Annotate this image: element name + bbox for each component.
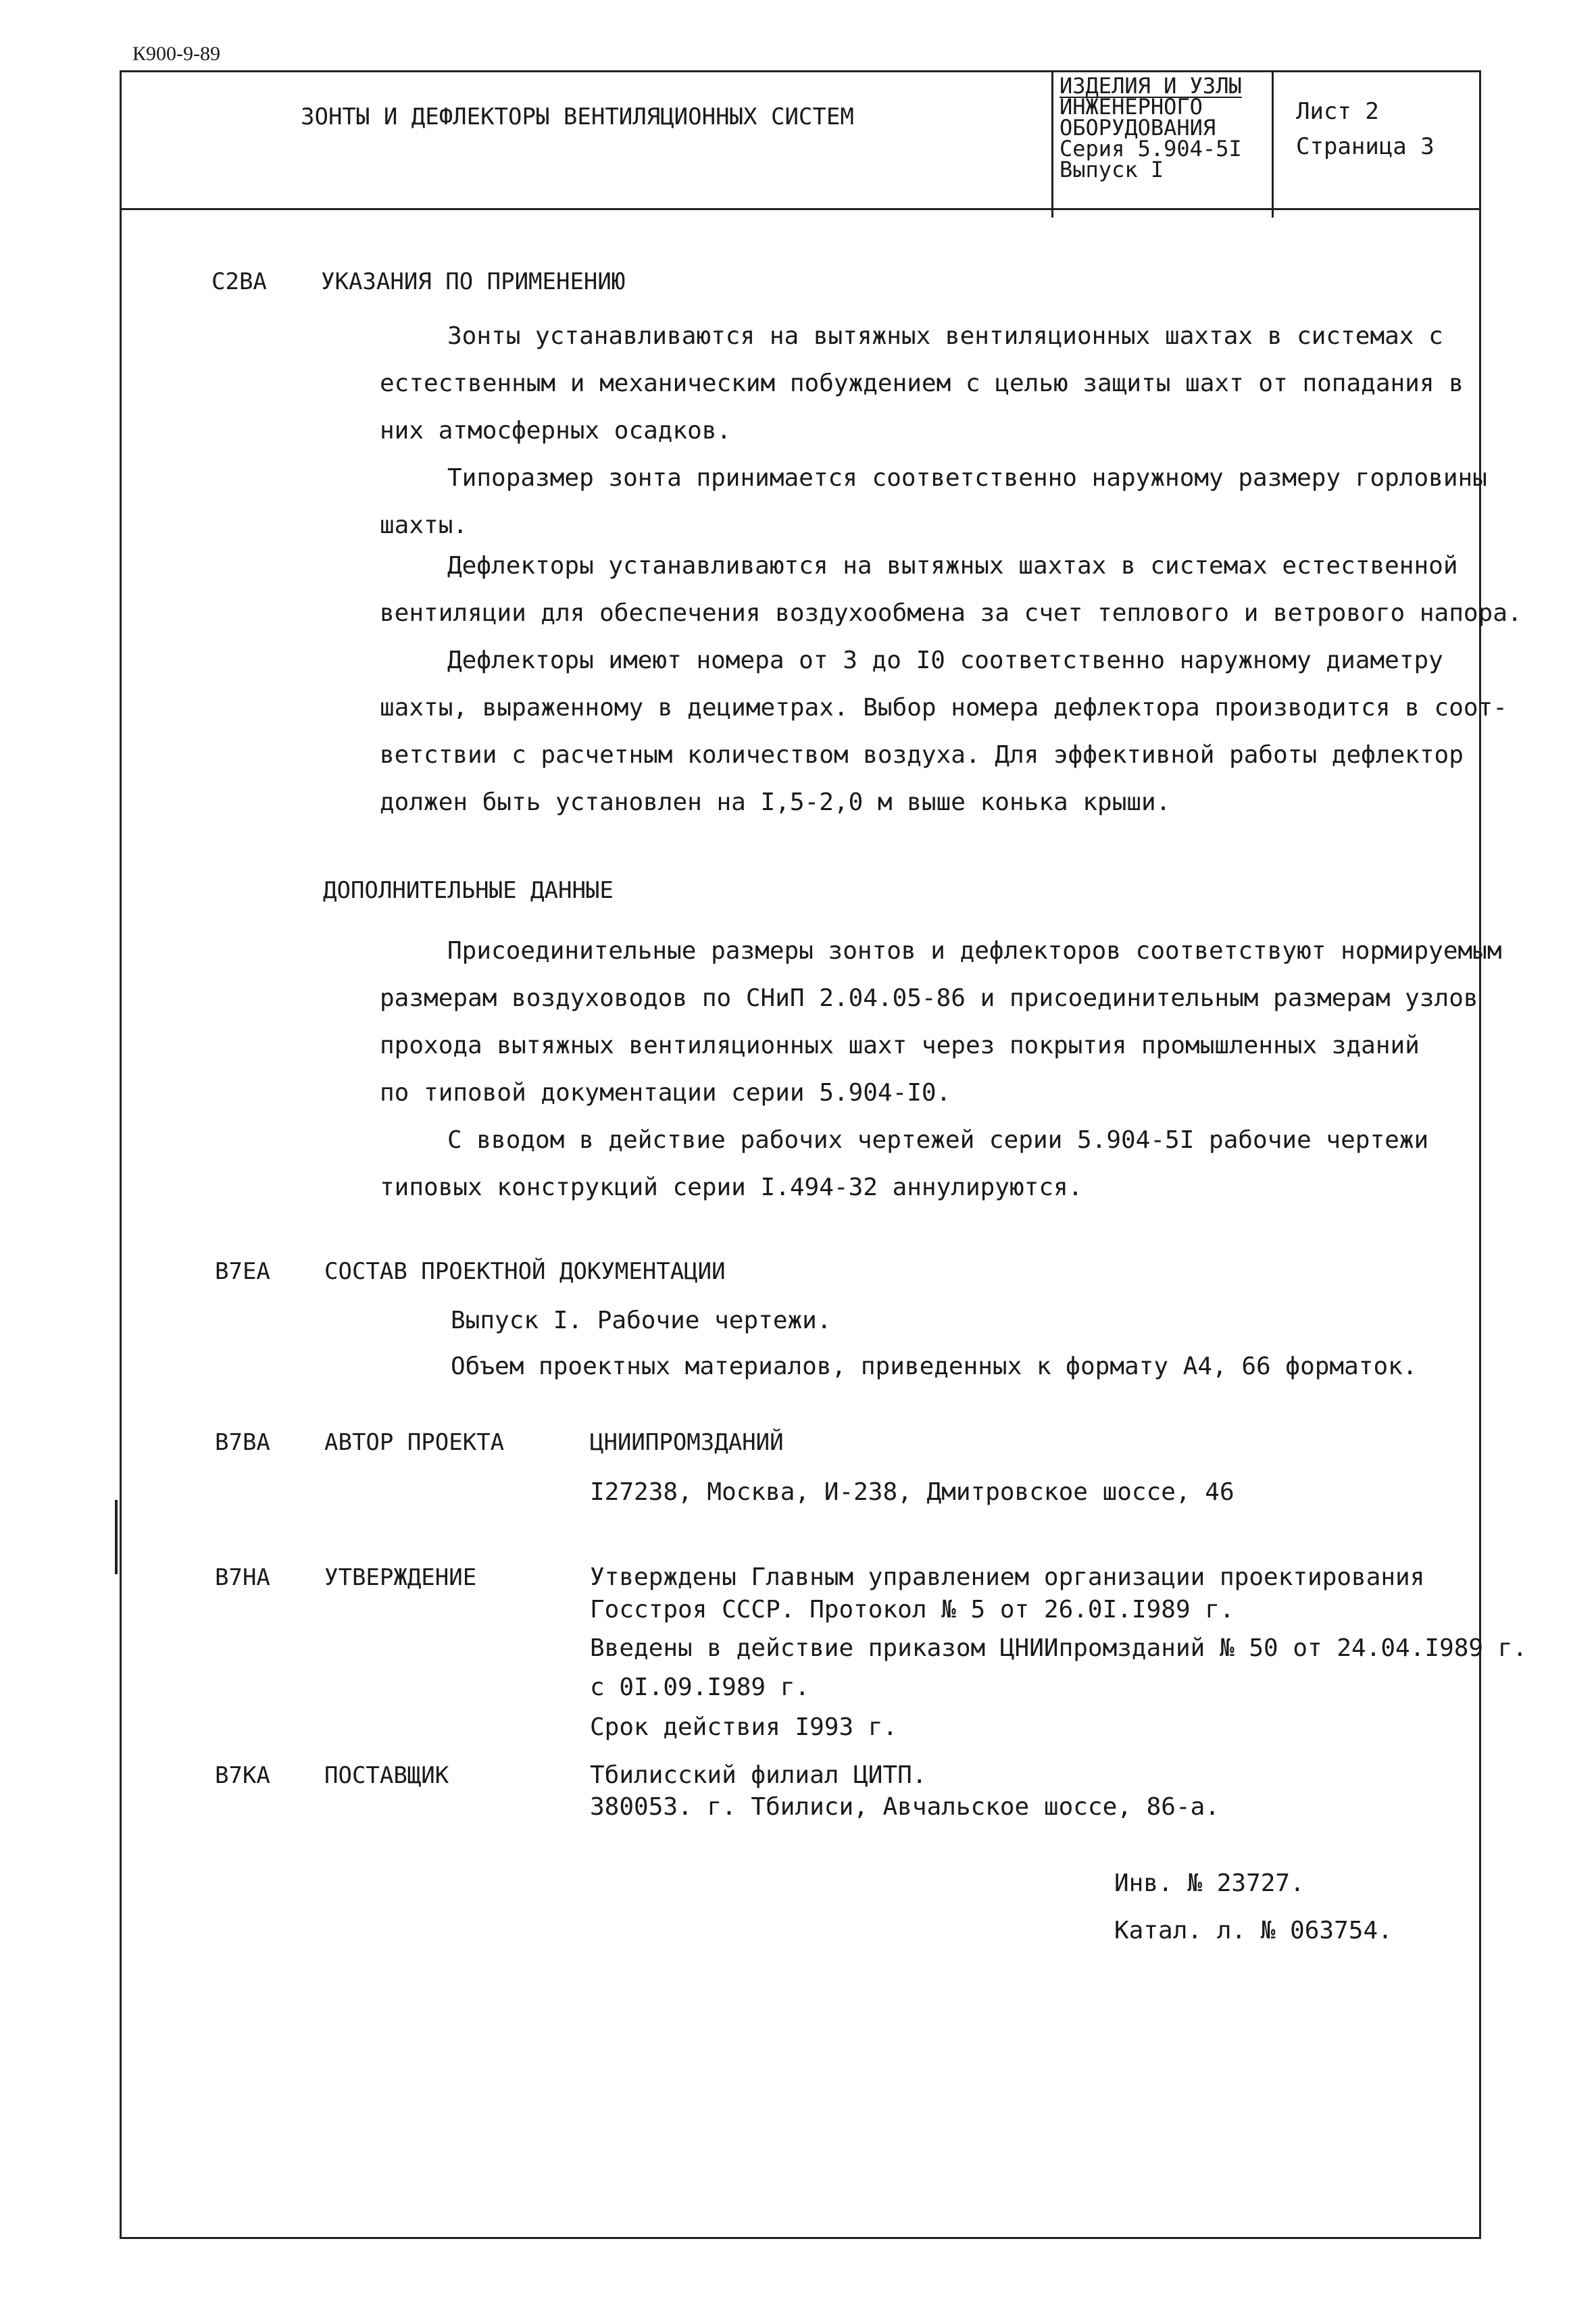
section-label: АВТОР ПРОЕКТА bbox=[324, 1429, 505, 1456]
paragraph-line: Зонты устанавливаются на вытяжных вентиляционных шахтах в системах с bbox=[447, 322, 1443, 350]
supplier-line: Тбилисский филиал ЦИТП. bbox=[590, 1761, 927, 1789]
paragraph-line: Типоразмер зонта принимается соответственно наружному размеру горловины bbox=[447, 464, 1487, 492]
inventory-number: Инв. № 23727. bbox=[1114, 1869, 1305, 1897]
section-code: В7ВА bbox=[215, 1429, 270, 1456]
section-code: В7НА bbox=[215, 1564, 270, 1591]
supplier-line: 380053. г. Тбилиси, Авчальское шоссе, 86-а. bbox=[590, 1793, 1220, 1821]
series-line: Серия 5.904-5I bbox=[1059, 136, 1242, 161]
category-line: ИНЖЕНЕРНОГО bbox=[1059, 94, 1203, 120]
paragraph-line: Выпуск I. Рабочие чертежи. bbox=[451, 1307, 832, 1334]
paragraph-line: них атмосферных осадков. bbox=[380, 417, 732, 445]
paragraph-line: шахты. bbox=[380, 511, 468, 539]
paragraph-line: естественным и механическим побуждением с целью защиты шахт от попадания в bbox=[380, 370, 1464, 397]
category-block bbox=[1059, 73, 1242, 182]
approval-line: Утверждены Главным управлением организации проектирования bbox=[590, 1563, 1425, 1591]
section-heading: ДОПОЛНИТЕЛЬНЫЕ ДАННЫЕ bbox=[323, 877, 614, 904]
paragraph-line: должен быть установлен на I,5-2,0 м выше конька крыши. bbox=[380, 788, 1171, 816]
paragraph-line: ветствии с расчетным количеством воздуха. Для эффективной работы дефлектор bbox=[380, 741, 1464, 769]
document-title: ЗОНТЫ И ДЕФЛЕКТОРЫ ВЕНТИЛЯЦИОННЫХ СИСТЕМ bbox=[301, 103, 854, 130]
approval-line: Срок действия I993 г. bbox=[590, 1713, 898, 1741]
paragraph-line: вентиляции для обеспечения воздухообмена за счет теплового и ветрового напора. bbox=[380, 599, 1522, 627]
page-number: Страница 3 bbox=[1296, 133, 1435, 160]
issue-line: Выпуск I bbox=[1059, 157, 1164, 182]
paragraph-line: по типовой документации серии 5.904-I0. bbox=[380, 1079, 951, 1107]
author-address: I27238, Москва, И-238, Дмитровское шоссе, 46 bbox=[590, 1478, 1235, 1506]
section-code: В7КА bbox=[215, 1762, 270, 1789]
paragraph-line: размерам воздуховодов по СНиП 2.04.05-86 и присоединительным размерам узлов bbox=[380, 984, 1478, 1012]
section-label: УТВЕРЖДЕНИЕ bbox=[324, 1564, 477, 1591]
approval-line: Госстроя СССР. Протокол № 5 от 26.0I.I989 г. bbox=[590, 1596, 1235, 1624]
section-heading: СОСТАВ ПРОЕКТНОЙ ДОКУМЕНТАЦИИ bbox=[324, 1258, 726, 1285]
sheet-number: Лист 2 bbox=[1296, 98, 1379, 125]
paragraph-line: С вводом в действие рабочих чертежей серии 5.904-5I рабочие чертежи bbox=[447, 1126, 1429, 1154]
section-label: ПОСТАВЩИК bbox=[324, 1762, 449, 1789]
margin-mark bbox=[115, 1500, 118, 1574]
author-organization: ЦНИИПРОМЗДАНИЙ bbox=[590, 1429, 784, 1456]
section-code: В7ЕА bbox=[215, 1258, 270, 1285]
approval-line: с 0I.09.I989 г. bbox=[590, 1674, 810, 1701]
header-column-divider bbox=[1051, 70, 1053, 218]
paragraph-line: Присоединительные размеры зонтов и дефлекторов соответствуют нормируемым bbox=[447, 937, 1502, 965]
paragraph-line: прохода вытяжных вентиляционных шахт через покрытия промышленных зданий bbox=[380, 1032, 1420, 1059]
paragraph-line: Дефлекторы имеют номера от 3 до I0 соответственно наружному диаметру bbox=[447, 647, 1443, 674]
catalog-number: Катал. л. № 063754. bbox=[1114, 1917, 1393, 1944]
paragraph-line: Дефлекторы устанавливаются на вытяжных шахтах в системах естественной bbox=[447, 552, 1458, 580]
category-line: ИЗДЕЛИЯ И УЗЛЫ bbox=[1059, 73, 1242, 99]
section-code: С2ВА bbox=[211, 268, 267, 295]
approval-line: Введены в действие приказом ЦНИИпромзданий № 50 от 24.04.I989 г. bbox=[590, 1634, 1528, 1662]
doc-code: К900-9-89 bbox=[132, 43, 220, 65]
header-column-divider bbox=[1272, 70, 1274, 218]
category-line: ОБОРУДОВАНИЯ bbox=[1059, 115, 1216, 141]
header-divider bbox=[120, 208, 1481, 210]
paragraph-line: Объем проектных материалов, приведенных к формату А4, 66 форматок. bbox=[451, 1353, 1418, 1380]
section-heading: УКАЗАНИЯ ПО ПРИМЕНЕНИЮ bbox=[321, 268, 626, 295]
paragraph-line: шахты, выраженному в дециметрах. Выбор номера дефлектора производится в соот- bbox=[380, 694, 1507, 722]
paragraph-line: типовых конструкций серии I.494-32 аннулируются. bbox=[380, 1174, 1083, 1201]
